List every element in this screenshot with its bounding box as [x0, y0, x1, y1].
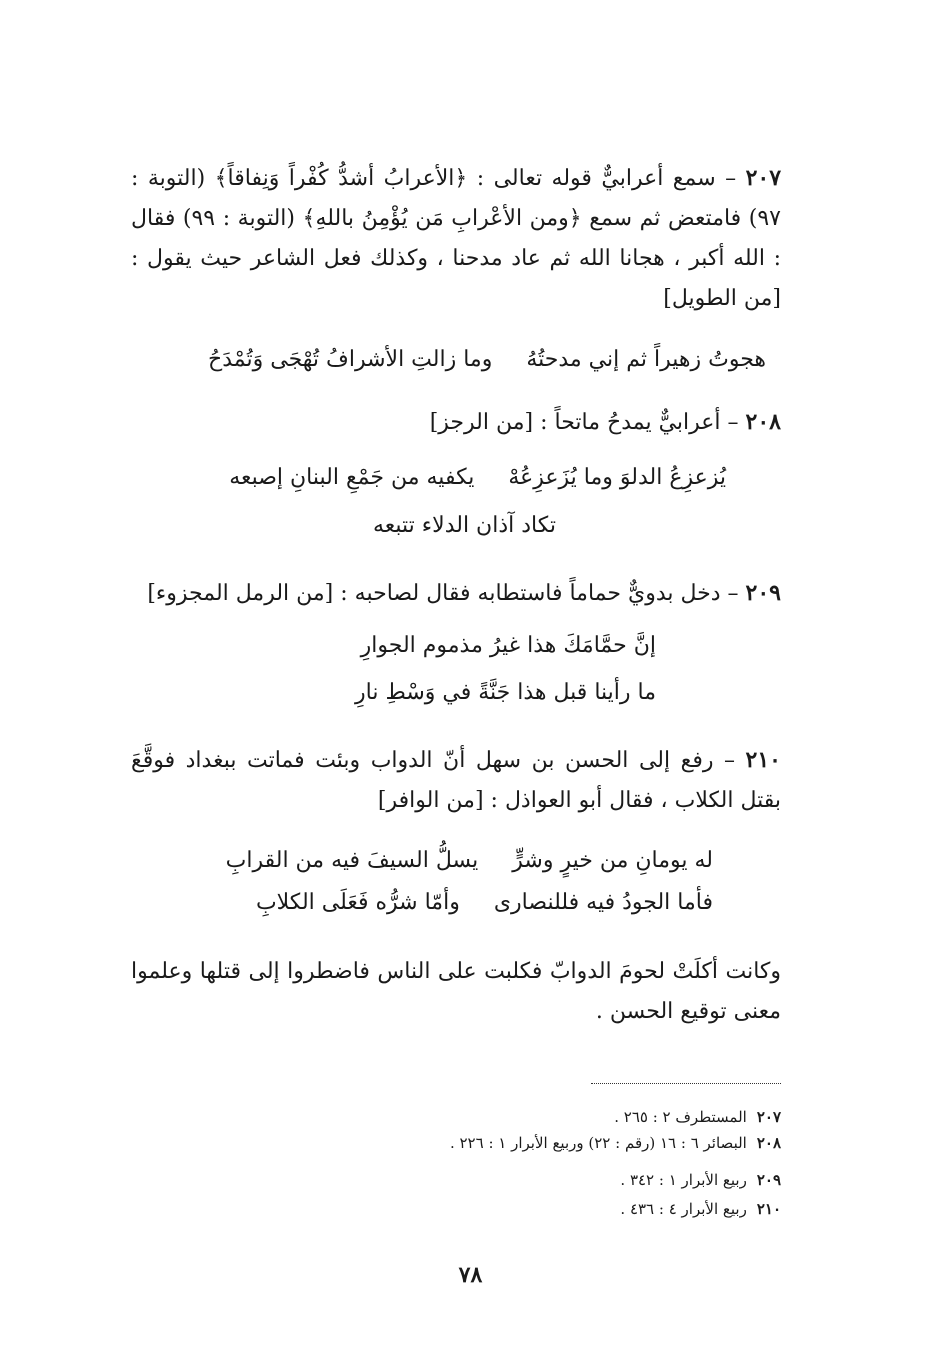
entry-number: ٢٠٨: [745, 409, 781, 435]
verse-line: [208, 342, 766, 378]
footnote-divider: [591, 1083, 781, 1084]
page-number: ٧٨: [458, 1262, 483, 1288]
verse-line: [256, 885, 713, 921]
hemistich-first: هجوتُ زهيراً ثم إني مدحتُهُ: [526, 347, 766, 372]
footnote: [620, 1167, 781, 1193]
entry-208: [131, 402, 781, 443]
footnote-text: ربيع الأبرار ١ : ٣٤٢ .: [620, 1171, 747, 1189]
footnote-text: ربيع الأبرار ٤ : ٤٣٦ .: [620, 1200, 747, 1218]
footnote-number: ٢٠٧: [756, 1108, 781, 1126]
hemistich-first: فأما الجودُ فيه فللنصارى: [493, 890, 713, 915]
entry-number: ٢٠٧: [745, 165, 782, 191]
footnote-text: البصائر ٦ : ١٦ (رقم : ٢٢) وربيع الأبرار ١ : ٢٢٦ .: [449, 1134, 747, 1152]
entry-210: [131, 740, 781, 821]
footnote: [614, 1104, 781, 1130]
closing-paragraph: وكانت أكلَتْ لحومَ الدوابّ فكلبت على الناس فاضطروا إلى قتلها وعلموا معنى توقيع الحسن .: [131, 959, 781, 1024]
footnote-number: ٢١٠: [756, 1200, 781, 1218]
entry-number: ٢١٠: [745, 747, 781, 773]
footnote: [450, 1130, 781, 1156]
hemistich-second: يسلُّ السيفَ فيه من القرابِ: [225, 848, 479, 873]
entry-text: – دخل بدويٌّ حماماً فاستطابه فقال لصاحبه :: [340, 581, 739, 606]
meter-label: [من الرمل المجزوء]: [147, 581, 334, 606]
footnote: [620, 1196, 781, 1222]
meter-label: [من الوافر]: [377, 788, 484, 813]
meter-label: [من الطويل]: [663, 286, 781, 311]
hemistich-second: يكفيه من جَمْعِ البنانِ إصبعه: [229, 465, 475, 490]
footnote-number: ٢٠٩: [756, 1171, 781, 1189]
footnote-number: ٢٠٨: [756, 1134, 781, 1152]
footnote-text: المستطرف ٢ : ٢٦٥ .: [614, 1108, 747, 1126]
hemistich-first: له يومانِ من خيرٍ وشرٍّ: [512, 848, 713, 873]
hemistich-second: وأمّا شرُّه فَعَلَى الكلابِ: [255, 890, 460, 915]
hemistich-first: يُزعزِعُ الدلوَ وما يُزَعزِعُهْ: [508, 465, 726, 490]
meter-label: [من الرجز]: [429, 410, 534, 435]
entry-text: – أعرابيٌّ يمدحُ ماتحاً :: [540, 410, 739, 435]
entry-207: [131, 158, 781, 319]
verse-line: [229, 460, 726, 496]
verse-line: إنَّ حمَّامَكَ هذا غيرُ مذموم الجوارِ: [360, 633, 656, 658]
entry-text: – سمع أعرابيٌّ قوله تعالى : ﴿الأعرابُ أشدُّ كُفْراً وَنِفاقاً﴾ (التوبة : ٩٧) فامتعض ثم سمع ﴿ومن الأعْرابِ مَن يُؤْمِنُ باللهِ﴾ (التوبة : ٩٩) فقال : الله أكبر ، هجانا الله ثم عاد مدحنا ، وكذلك فعل الشاعر حيث يقول :: [131, 166, 781, 271]
entry-text: – رفع إلى الحسن بن سهل أنّ الدواب وبئت فماتت ببغداد فوقَّعَ بقتل الكلاب ، فقال أبو العواذل :: [131, 748, 781, 813]
entry-209: [131, 573, 781, 614]
entry-number: ٢٠٩: [745, 580, 781, 606]
verse-line: [226, 843, 713, 879]
verse-single-hemistich: تكاد آذان الدلاء تتبعه: [373, 513, 556, 538]
hemistich-second: وما زالتِ الأشرافُ تُهْجَى وَتُمْدَحُ: [208, 347, 493, 372]
verse-line: ما رأينا قبل هذا جَنَّةً في وَسْطِ نارِ: [355, 680, 656, 705]
